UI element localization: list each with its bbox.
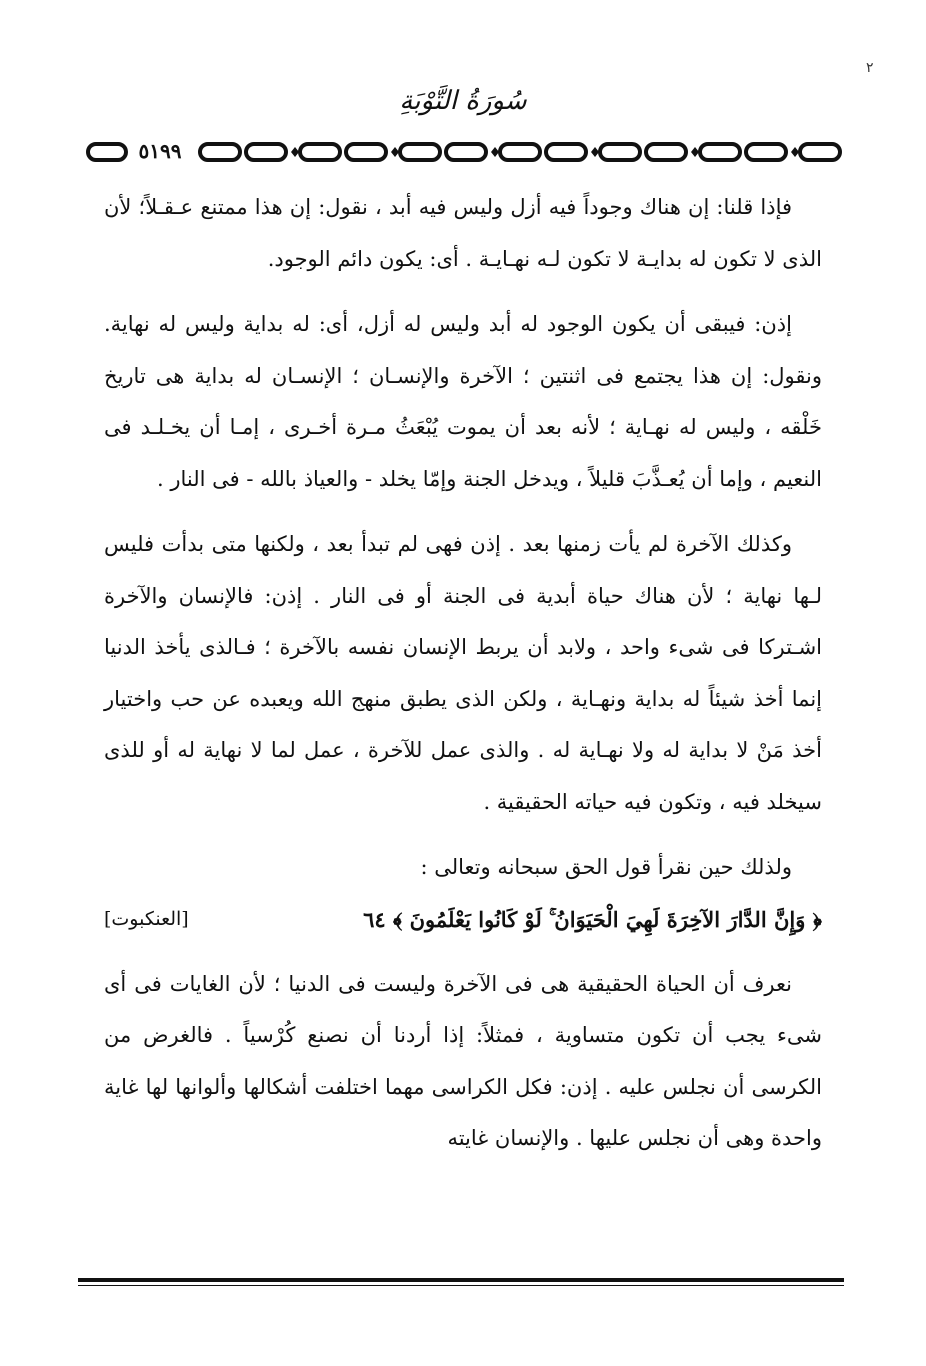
paragraph-2: إذن: فيبقى أن يكون الوجود له أبد وليس له أزل، أى: له بداية وليس له نهاية. ونقول: إن هذا يجتمع فى اثنتين ؛ الآخرة والإنسـان ؛ الإنسـان له بداية هى تاريخ خَلْقه ، وليس له نهـاية ؛ لأنه بعد أن يموت يُبْعَثُ مـرة أخـرى ، إمـا أن يخـلـد فى النعيم ، وإما أن يُعـذَّبَ قليلاً ، ويدخل الجنة وإمّا يخلد - والعياذ بالله - فى النار . [104,312,822,491]
paragraph-4: ولذلك حين نقرأ قول الحق سبحانه وتعالى : [420,855,792,879]
quran-verse: ﴿ وَإِنَّ الدَّارَ الآخِرَةَ لَهِيَ الْحَيَوَانُ ۚ لَوْ كَانُوا يَعْلَمُونَ ﴾ ٦٤ [363,906,822,932]
paragraph-5: نعرف أن الحياة الحقيقية هى فى الآخرة وليست فى الدنيا ؛ لأن الغايات فى أى شىء يجب أن تكون متساوية ، فمثلاً: إذا أردنا أن نصنع كُرْسياً . فالغرض من الكرسى أن نجلس عليه . إذن: فكل الكراسى مهما اختلفت أشكالها وألوانها لها غاية واحدة وهى أن نجلس عليها . والإنسان غايته [104,971,822,1150]
verse-reference: [العنكبوت] [104,907,189,930]
footer-rule-thin [78,1285,844,1286]
page-number: ٥١٩٩ [128,138,192,164]
quran-verse-row [104,894,822,945]
corner-mark: ٢ [866,60,874,76]
ornamental-border [86,140,846,164]
paragraph-1: فإذا قلنا: إن هناك وجوداً فيه أزل وليس فيه أبد ، نقول: إن هذا ممتنع عـقـلاً؛ لأن الذى لا تكون له بدايـة لا تكون لـه نهـايـة . أى: يكون دائم الوجود. [104,195,822,271]
paragraph-3: وكذلك الآخرة لم يأت زمنها بعد . إذن فهى لم تبدأ بعد ، ولكنها متى بدأت فليس لـها نهاية ؛ لأن هناك حياة أبدية فى الجنة أو فى النار . إذن: فالإنسان والآخرة اشـتركا فى شىء واحد ، ولابد أن يربط الإنسان نفسه بالآخرة ؛ فـالذى يأخذ الدنيا إنما أخذ شيئاً له بداية ونهـاية ، ولكن الذى يطبق منهج الله ويعبده عن حب واختيار أخذ مَنْ لا بداية له ولا نهـاية له . والذى عمل للآخرة ، عمل لما لا نهاية له أو للذى سيخلد فيه ، وتكون فيه حياته الحقيقية . [104,532,822,814]
footer-rule [78,1278,844,1282]
chain-ornament-icon [86,140,846,164]
main-text [104,182,822,1165]
surah-title: سُورَةُ التَّوْبَةِ [399,86,527,116]
